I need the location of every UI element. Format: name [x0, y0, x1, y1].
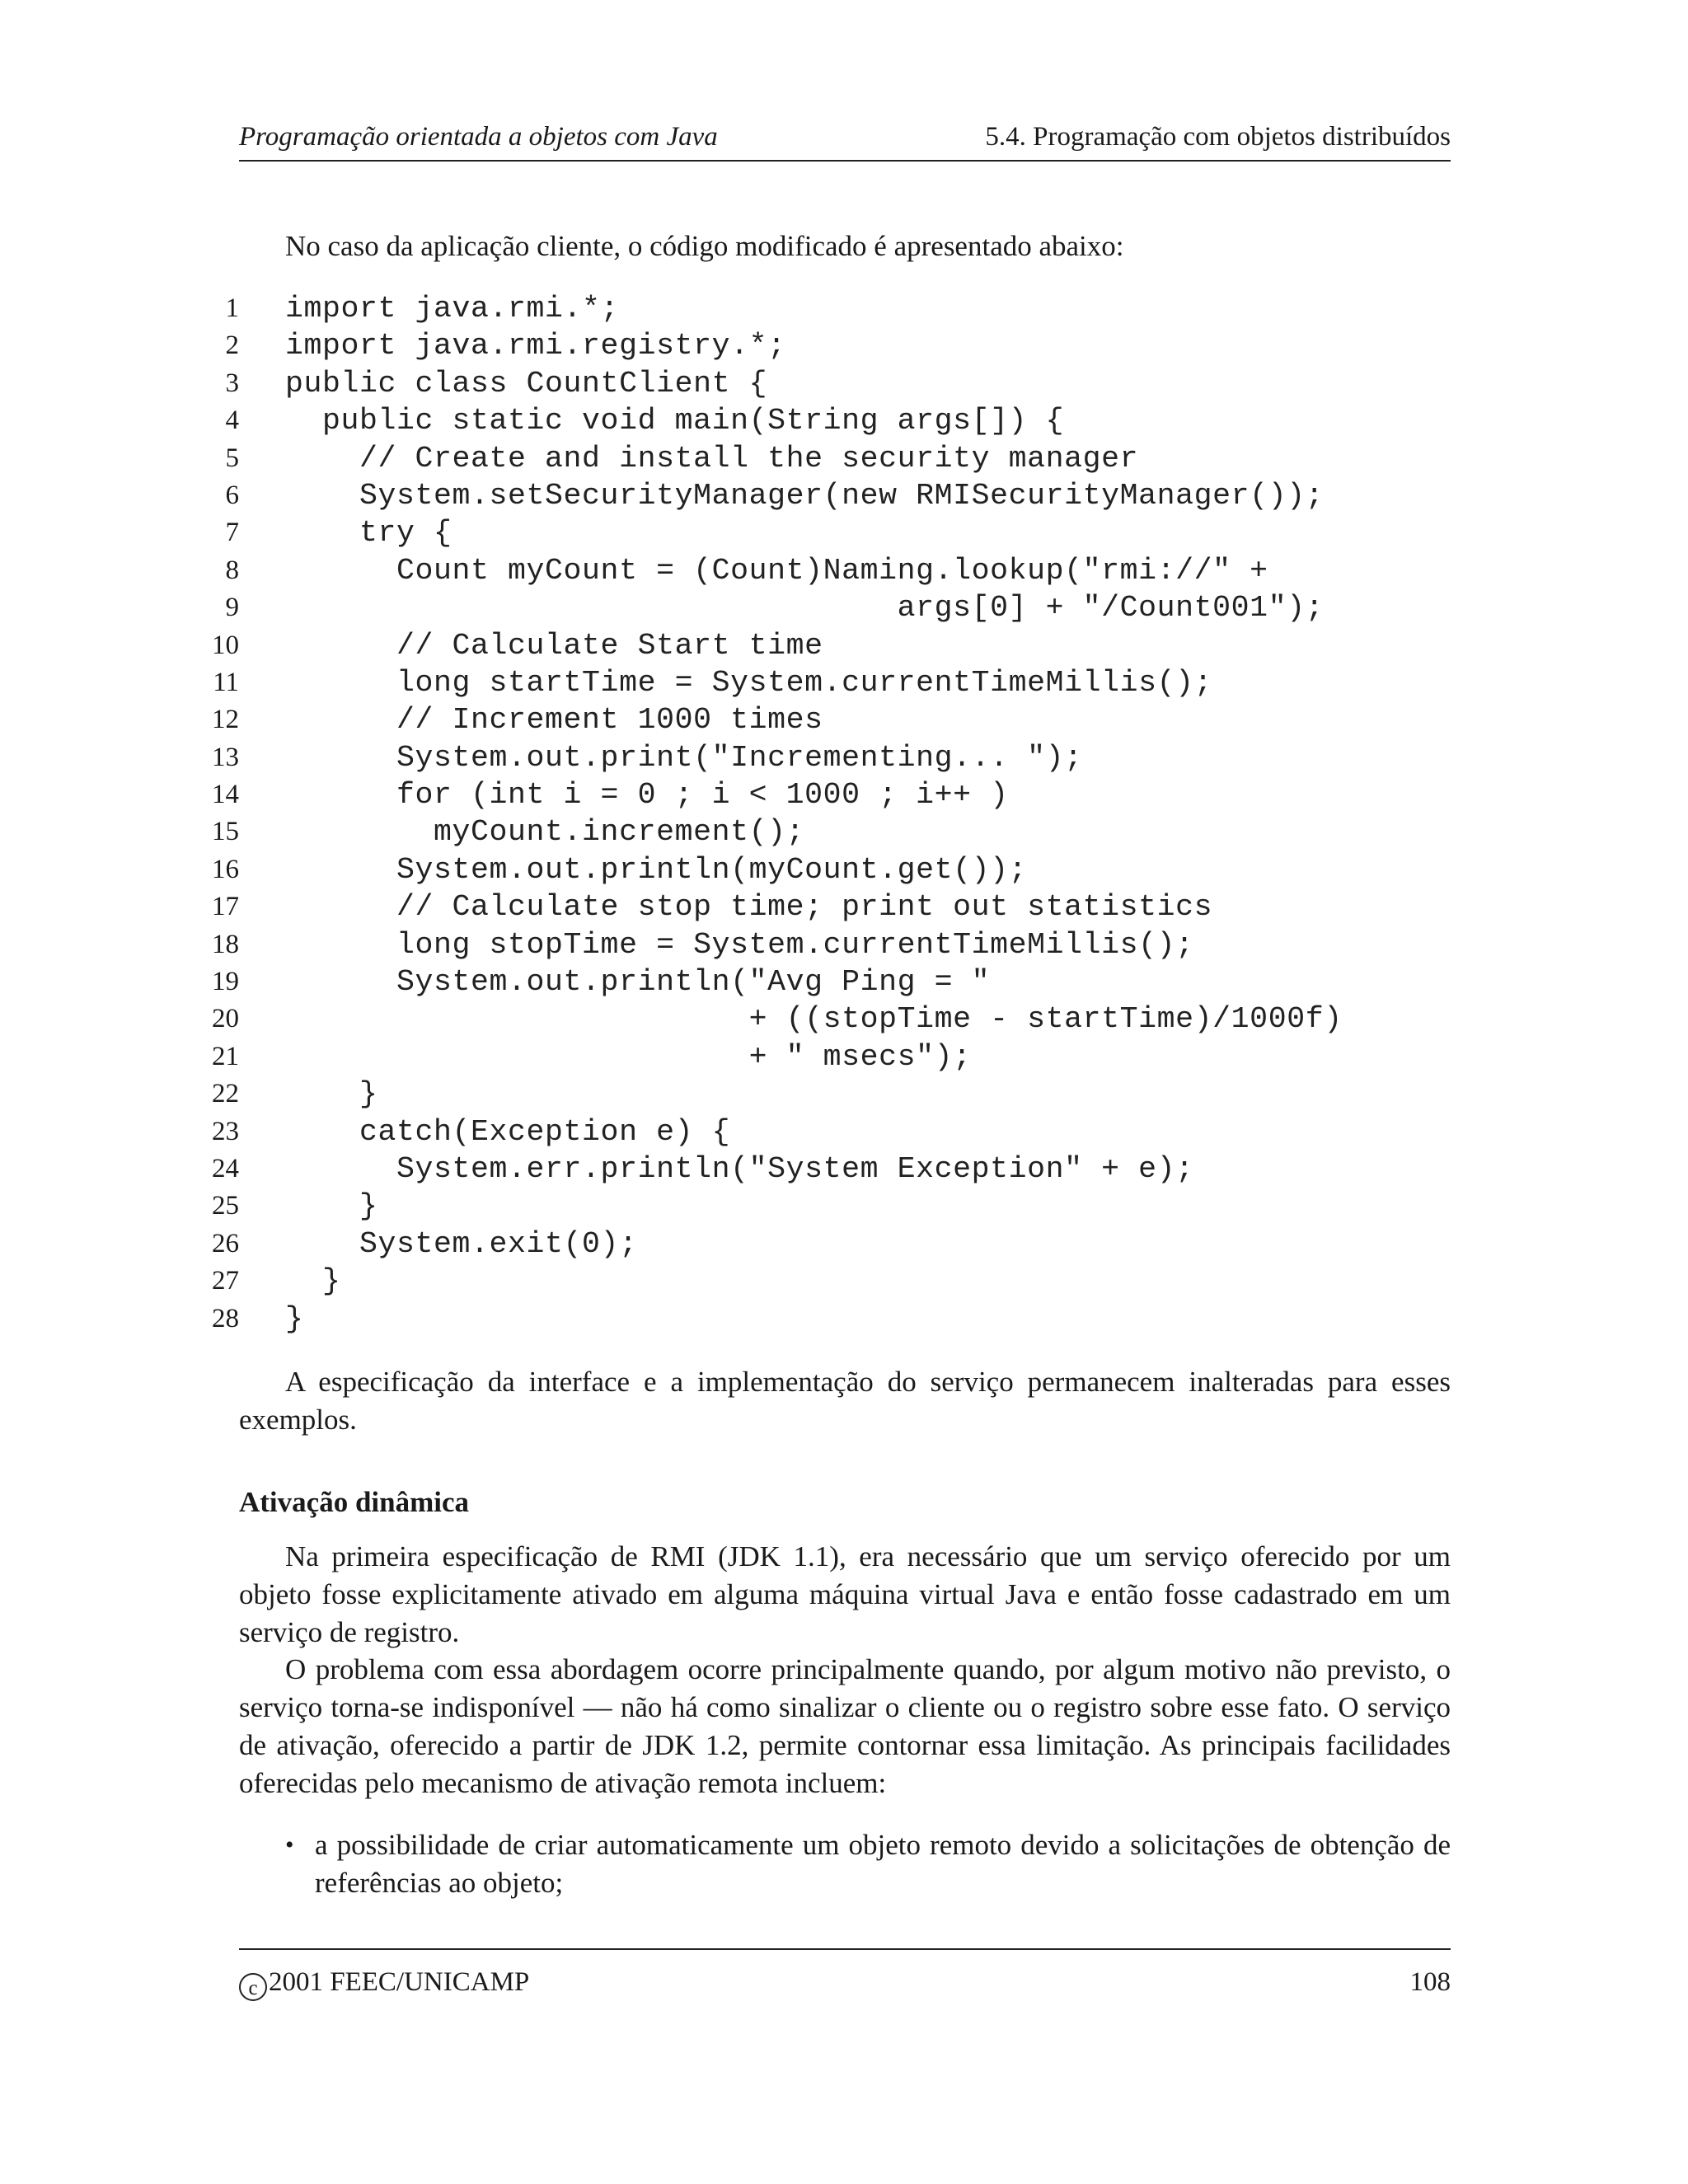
code-line [0, 1188, 1688, 1225]
line-number: 28 [212, 1303, 239, 1333]
paragraph-interface-note [239, 1363, 1451, 1439]
code-text: myCount.increment(); [285, 815, 805, 850]
paragraph-rmi-history [239, 1538, 1451, 1652]
line-number: 24 [212, 1153, 239, 1183]
code-text: + " msecs"); [285, 1039, 972, 1074]
code-text: // Increment 1000 times [285, 703, 823, 738]
line-number: 9 [225, 593, 239, 623]
code-line [0, 776, 1688, 813]
page-number: 108 [1409, 1967, 1451, 1997]
paragraph-activation-problem [239, 1651, 1451, 1802]
code-line [0, 963, 1688, 1001]
code-line [0, 813, 1688, 851]
intro-paragraph: No caso da aplicação cliente, o código modificado é apresentado abaixo: [285, 230, 1124, 262]
code-text: } [285, 1189, 378, 1224]
code-text: System.exit(0); [285, 1226, 638, 1261]
paragraph-text: A especificação da interface e a implementação do serviço permanecem inalteradas para esses exemplos. [239, 1366, 1451, 1436]
section-heading: Ativação dinâmica [239, 1486, 470, 1518]
code-line [0, 926, 1688, 963]
code-line [0, 1001, 1688, 1038]
code-text: long stopTime = System.currentTimeMillis(); [285, 927, 1194, 962]
code-text: System.setSecurityManager(new RMISecurityManager()); [285, 478, 1325, 513]
code-line [0, 477, 1688, 514]
line-number: 13 [212, 742, 239, 772]
footer-rule [239, 1948, 1451, 1950]
code-text: import java.rmi.*; [285, 292, 620, 326]
code-text: Count myCount = (Count)Naming.lookup("rmi://" + [285, 553, 1268, 588]
code-line [0, 739, 1688, 776]
line-number: 20 [212, 1004, 239, 1034]
page-footer [239, 1963, 1451, 2001]
line-number: 23 [212, 1116, 239, 1146]
copyright-icon: c [239, 1973, 267, 2001]
code-text: } [285, 1301, 304, 1336]
code-line [0, 701, 1688, 738]
line-number: 1 [225, 293, 239, 323]
code-line [0, 1301, 1688, 1338]
code-text: args[0] + "/Count001"); [285, 591, 1325, 626]
header-section-title: 5.4. Programação com objetos distribuídos [985, 122, 1451, 152]
code-line [0, 1076, 1688, 1113]
code-line [0, 851, 1688, 888]
running-header [239, 122, 1451, 160]
line-number: 5 [225, 443, 239, 473]
code-text: System.out.println("Avg Ping = " [285, 965, 991, 1000]
code-text: System.out.println(myCount.get()); [285, 852, 1028, 887]
line-number: 12 [212, 705, 239, 735]
code-line [0, 1263, 1688, 1300]
code-text: catch(Exception e) { [285, 1114, 731, 1149]
line-number: 25 [212, 1191, 239, 1221]
line-number: 17 [212, 892, 239, 922]
code-text: long startTime = System.currentTimeMillis(); [285, 665, 1213, 700]
header-book-title: Programação orientada a objetos com Java [239, 122, 718, 152]
code-line [0, 327, 1688, 364]
code-line [0, 514, 1688, 551]
code-line [0, 1038, 1688, 1076]
code-line [0, 552, 1688, 589]
line-number: 22 [212, 1079, 239, 1109]
code-text: + ((stopTime - startTime)/1000f) [285, 1002, 1343, 1037]
line-number: 6 [225, 480, 239, 510]
line-number: 4 [225, 405, 239, 436]
code-listing [0, 290, 1688, 1338]
line-number: 11 [213, 667, 239, 697]
code-line [0, 1151, 1688, 1188]
code-text: // Calculate stop time; print out statistics [285, 890, 1213, 925]
code-line [0, 627, 1688, 664]
code-line [0, 402, 1688, 439]
code-line [0, 589, 1688, 626]
line-number: 15 [212, 817, 239, 847]
code-text: // Create and install the security manager [285, 441, 1139, 476]
footer-copyright [239, 1963, 529, 2001]
code-text: } [285, 1264, 341, 1299]
line-number: 19 [212, 967, 239, 997]
paragraph-text: O problema com essa abordagem ocorre principalmente quando, por algum motivo não previsto, o serviço torna-se indisponível — não há como sinalizar o cliente ou o registro sobre esse fato. O serviço de ativação, oferecido a partir de JDK 1.2, permite contornar essa limitação. As principais facilidades oferecidas pelo mecanismo de ativação remota incluem: [239, 1653, 1451, 1799]
line-number: 16 [212, 854, 239, 884]
code-line [0, 365, 1688, 402]
line-number: 10 [212, 630, 239, 660]
code-line [0, 888, 1688, 926]
footer-copyright-text: 2001 FEEC/UNICAMP [269, 1967, 530, 1997]
line-number: 8 [225, 555, 239, 585]
code-line [0, 1226, 1688, 1263]
code-text: System.out.print("Incrementing... "); [285, 740, 1083, 775]
code-text: } [285, 1077, 378, 1112]
line-number: 14 [212, 780, 239, 810]
line-number: 26 [212, 1228, 239, 1258]
code-text: // Calculate Start time [285, 628, 823, 663]
code-text: public class CountClient { [285, 366, 768, 401]
code-text: import java.rmi.registry.*; [285, 329, 786, 363]
paragraph-text: Na primeira especificação de RMI (JDK 1.1), era necessário que um serviço oferecido por um objeto fosse explicitamente ativado em alguma máquina virtual Java e então fosse cadastrado em um serviço de registro. [239, 1540, 1451, 1648]
line-number: 3 [225, 368, 239, 398]
header-rule [239, 160, 1451, 162]
code-line [0, 664, 1688, 701]
line-number: 7 [225, 518, 239, 548]
code-text: for (int i = 0 ; i < 1000 ; i++ ) [285, 778, 1009, 813]
line-number: 2 [225, 330, 239, 361]
code-text: System.err.println("System Exception" + e); [285, 1151, 1194, 1186]
line-number: 18 [212, 929, 239, 959]
bullet-icon: • [285, 1831, 294, 1858]
code-line [0, 1113, 1688, 1151]
code-line [0, 440, 1688, 477]
line-number: 21 [212, 1041, 239, 1071]
code-text: public static void main(String args[]) { [285, 404, 1065, 438]
list-item-text: a possibilidade de criar automaticamente um objeto remoto devido a solicitações de obtenção de referências ao objeto; [315, 1829, 1451, 1899]
line-number: 27 [212, 1266, 239, 1296]
code-line [0, 290, 1688, 327]
code-text: try { [285, 516, 452, 551]
